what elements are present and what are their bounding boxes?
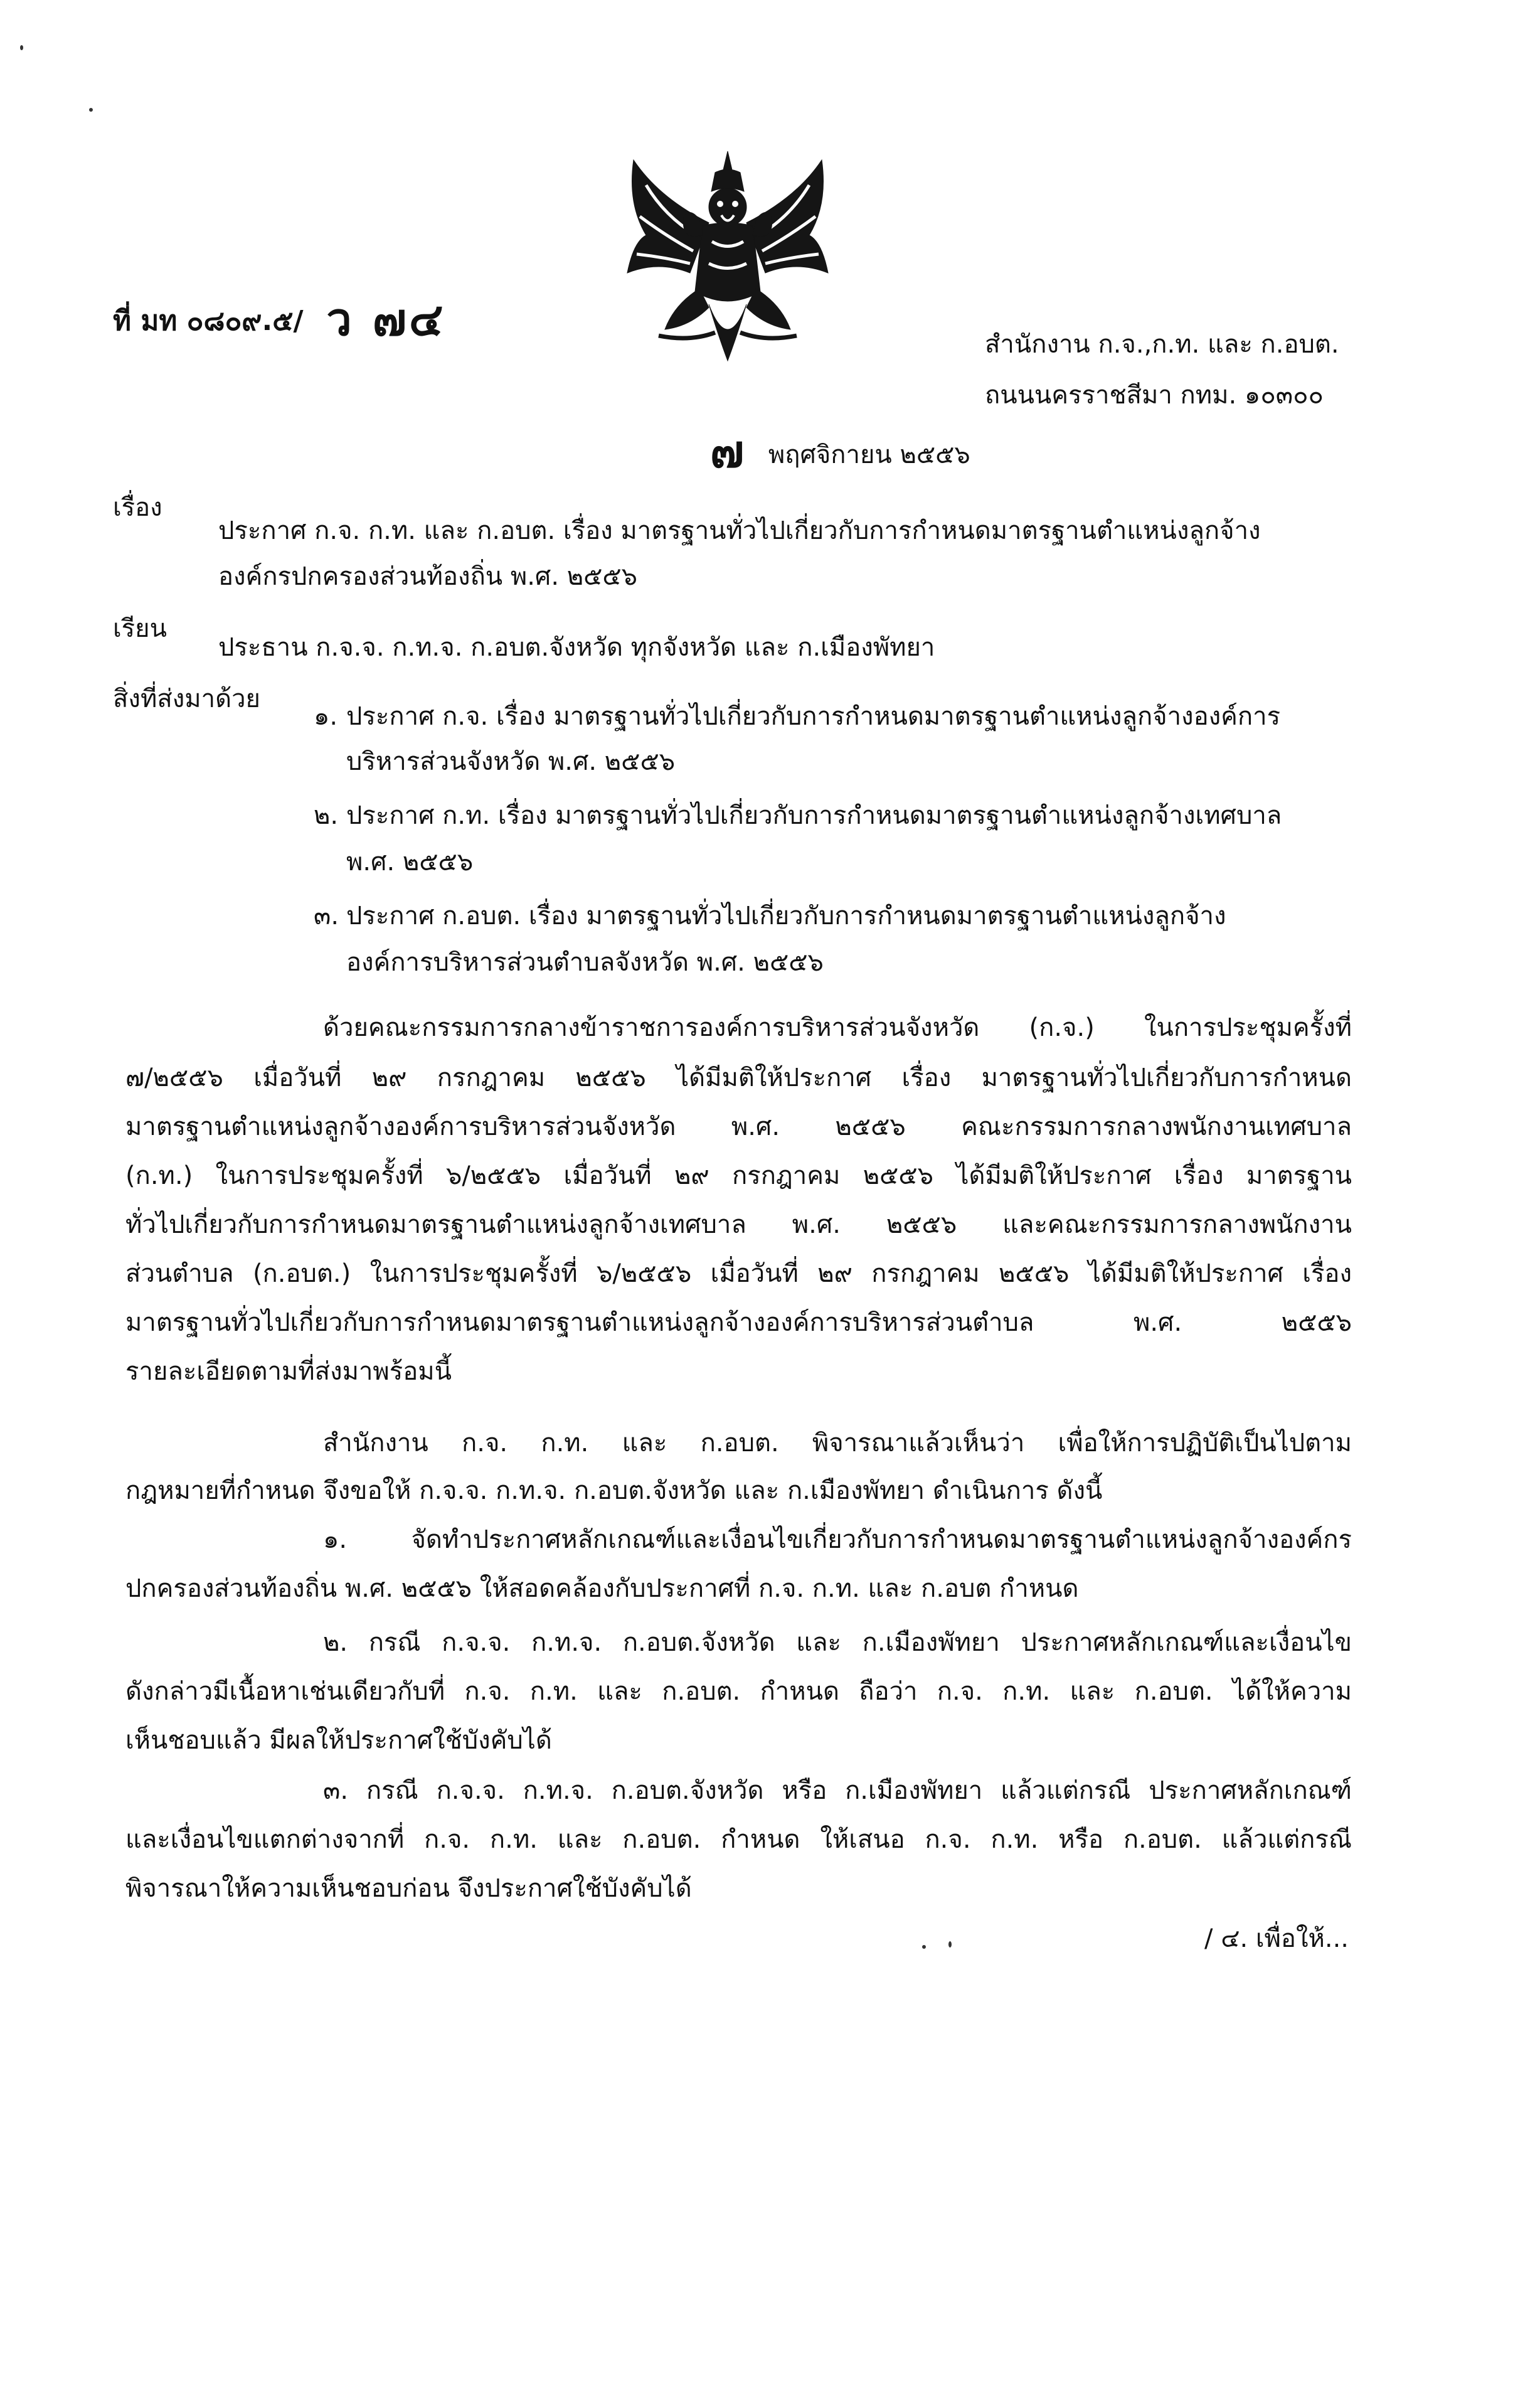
body-line: มาตรฐานทั่วไปเกี่ยวกับการกำหนดมาตรฐานตำแหน่งลูกจ้างองค์การบริหารส่วนตำบล พ.ศ. ๒๕๕๖ xyxy=(125,1308,1352,1337)
enclosure-number: ๓. xyxy=(314,902,339,930)
body-line: มาตรฐานตำแหน่งลูกจ้างองค์การบริหารส่วนจังหวัด พ.ศ. ๒๕๕๖ คณะกรรมการกลางพนักงานเทศบาล xyxy=(125,1112,1352,1141)
recipient-label: เรียน xyxy=(113,614,167,643)
body-line: ส่วนตำบล (ก.อบต.) ในการประชุมครั้งที่ ๖/๒๕๕๖ เมื่อวันที่ ๒๙ กรกฎาคม ๒๕๕๖ ได้มีมติให้ประกาศ เรื่อง xyxy=(125,1259,1352,1288)
reference-handwritten: ว ๗๔ xyxy=(326,292,446,346)
subject-line-1: ประกาศ ก.จ. ก.ท. และ ก.อบต. เรื่อง มาตรฐานทั่วไปเกี่ยวกับการกำหนดมาตรฐานตำแหน่งลูกจ้าง xyxy=(218,516,1261,545)
enclosure-number: ๒. xyxy=(314,801,339,830)
body-line: ๒. กรณี ก.จ.จ. ก.ท.จ. ก.อบต.จังหวัด และ ก.เมืองพัทยา ประกาศหลักเกณฑ์และเงื่อนไข xyxy=(323,1628,1352,1657)
body-line: ๑. จัดทำประกาศหลักเกณฑ์และเงื่อนไขเกี่ยวกับการกำหนดมาตรฐานตำแหน่งลูกจ้างองค์กร xyxy=(323,1525,1352,1554)
enclosure-line: ประกาศ ก.อบต. เรื่อง มาตรฐานทั่วไปเกี่ยวกับการกำหนดมาตรฐานตำแหน่งลูกจ้าง xyxy=(346,902,1226,930)
body-line: พิจารณาให้ความเห็นชอบก่อน จึงประกาศใช้บังคับได้ xyxy=(125,1874,692,1903)
scan-speck xyxy=(922,1945,926,1949)
body-line: ปกครองส่วนท้องถิ่น พ.ศ. ๒๕๕๖ ให้สอดคล้องกับประกาศที่ ก.จ. ก.ท. และ ก.อบต กำหนด xyxy=(125,1574,1079,1603)
scan-speck xyxy=(89,108,93,112)
body-line: ด้วยคณะกรรมการกลางข้าราชการองค์การบริหารส่วนจังหวัด (ก.จ.) ในการประชุมครั้งที่ xyxy=(323,1013,1352,1042)
body-line: เห็นชอบแล้ว มีผลให้ประกาศใช้บังคับได้ xyxy=(125,1726,552,1755)
date-day-handwritten: ๗ xyxy=(710,424,747,477)
garuda-emblem-icon xyxy=(621,147,834,364)
body-line: ๗/๒๕๕๖ เมื่อวันที่ ๒๙ กรกฎาคม ๒๕๕๖ ได้มีมติให้ประกาศ เรื่อง มาตรฐานทั่วไปเกี่ยวกับการกำหนด xyxy=(125,1063,1352,1092)
body-line: ดังกล่าวมีเนื้อหาเช่นเดียวกับที่ ก.จ. ก.ท. และ ก.อบต. กำหนด ถือว่า ก.จ. ก.ท. และ ก.อบต. ได้ให้ความ xyxy=(125,1677,1352,1706)
body-line: (ก.ท.) ในการประชุมครั้งที่ ๖/๒๕๕๖ เมื่อวันที่ ๒๙ กรกฎาคม ๒๕๕๖ ได้มีมติให้ประกาศ เรื่อง มาตรฐาน xyxy=(125,1161,1352,1190)
office-address: ถนนนครราชสีมา กทม. ๑๐๓๐๐ xyxy=(985,381,1324,410)
body-line: ทั่วไปเกี่ยวกับการกำหนดมาตรฐานตำแหน่งลูกจ้างเทศบาล พ.ศ. ๒๕๕๖ และคณะกรรมการกลางพนักงาน xyxy=(125,1210,1352,1239)
date-month-year: พฤศจิกายน ๒๕๕๖ xyxy=(768,440,970,469)
reference-printed: ที่ มท ๐๘๐๙.๕/ xyxy=(113,305,304,337)
enclosures-label: สิ่งที่ส่งมาด้วย xyxy=(113,685,260,713)
office-name: สำนักงาน ก.จ.,ก.ท. และ ก.อบต. xyxy=(985,330,1339,359)
enclosure-line: พ.ศ. ๒๕๕๖ xyxy=(346,848,474,877)
scan-speck xyxy=(948,1941,952,1948)
enclosure-number: ๑. xyxy=(314,702,338,731)
recipient-text: ประธาน ก.จ.จ. ก.ท.จ. ก.อบต.จังหวัด ทุกจังหวัด และ ก.เมืองพัทยา xyxy=(218,633,935,662)
document-date xyxy=(710,424,970,477)
body-line: ๓. กรณี ก.จ.จ. ก.ท.จ. ก.อบต.จังหวัด หรือ ก.เมืองพัทยา แล้วแต่กรณี ประกาศหลักเกณฑ์ xyxy=(323,1776,1352,1805)
subject-label: เรื่อง xyxy=(113,493,162,522)
subject-line-2: องค์กรปกครองส่วนท้องถิ่น พ.ศ. ๒๕๕๖ xyxy=(218,562,638,591)
body-line: รายละเอียดตามที่ส่งมาพร้อมนี้ xyxy=(125,1357,452,1386)
enclosure-line: ประกาศ ก.จ. เรื่อง มาตรฐานทั่วไปเกี่ยวกับการกำหนดมาตรฐานตำแหน่งลูกจ้างองค์การ xyxy=(346,702,1281,731)
enclosure-line: ประกาศ ก.ท. เรื่อง มาตรฐานทั่วไปเกี่ยวกับการกำหนดมาตรฐานตำแหน่งลูกจ้างเทศบาล xyxy=(346,801,1282,830)
enclosure-line: องค์การบริหารส่วนตำบลจังหวัด พ.ศ. ๒๕๕๖ xyxy=(346,948,824,977)
scan-speck xyxy=(20,45,23,50)
reference-number xyxy=(113,292,446,346)
body-line: กฎหมายที่กำหนด จึงขอให้ ก.จ.จ. ก.ท.จ. ก.อบต.จังหวัด และ ก.เมืองพัทยา ดำเนินการ ดังนี้ xyxy=(125,1476,1103,1505)
body-line: สำนักงาน ก.จ. ก.ท. และ ก.อบต. พิจารณาแล้วเห็นว่า เพื่อให้การปฏิบัติเป็นไปตาม xyxy=(323,1429,1352,1457)
body-line: และเงื่อนไขแตกต่างจากที่ ก.จ. ก.ท. และ ก.อบต. กำหนด ให้เสนอ ก.จ. ก.ท. หรือ ก.อบต. แล้วแต่กรณี xyxy=(125,1825,1352,1854)
page-continuation: / ๔. เพื่อให้... xyxy=(1204,1924,1349,1953)
enclosure-line: บริหารส่วนจังหวัด พ.ศ. ๒๕๕๖ xyxy=(346,747,676,776)
